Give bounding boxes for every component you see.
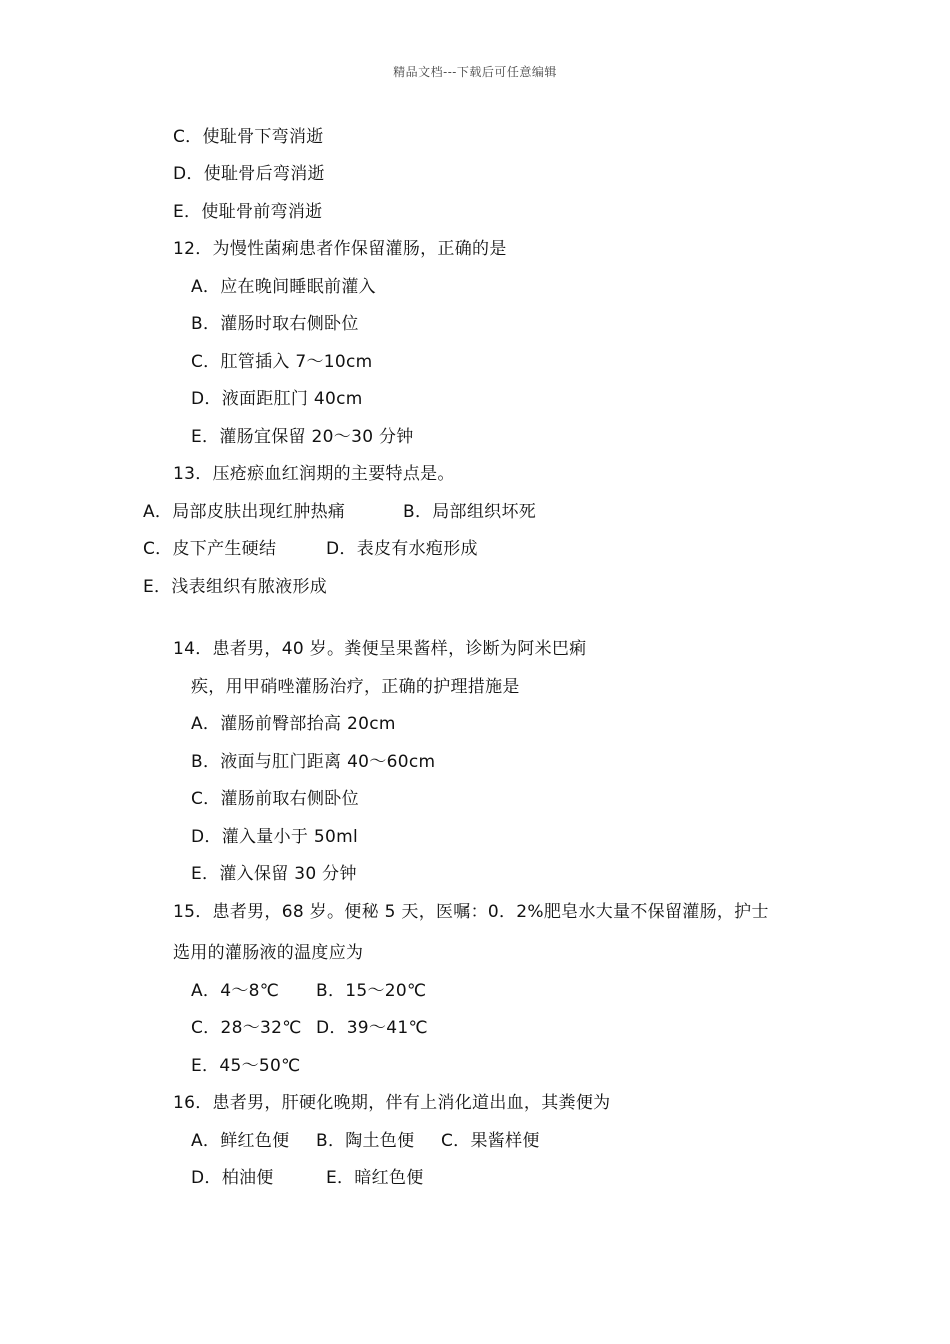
question-15-cont: 选用的灌肠液的温度应为 [173,943,364,963]
question-14: 14．患者男，40 岁。粪便呈果酱样，诊断为阿米巴痢 [173,639,587,659]
page-header: 精品文档---下载后可任意编辑 [393,65,557,79]
q12-option-a: A．应在晚间睡眠前灌入 [191,277,376,297]
q15-option-c: C．28～32℃ [191,1018,302,1038]
q14-option-d: D．灌入量小于 50ml [191,827,359,847]
q14-option-b: B．液面与肛门距离 40～60cm [191,752,436,772]
q13-option-b: B．局部组织坏死 [403,502,537,522]
q12-option-d: D．液面距肛门 40cm [191,389,363,409]
question-13: 13．压疮瘀血红润期的主要特点是。 [173,464,455,484]
q12-option-e: E．灌肠宜保留 20～30 分钟 [191,427,414,447]
q14-option-e: E．灌入保留 30 分钟 [191,864,357,884]
question-14-cont: 疾，用甲硝唑灌肠治疗，正确的护理措施是 [191,677,520,697]
q15-option-a: A．4～8℃ [191,981,280,1001]
q14-option-a: A．灌肠前臀部抬高 20cm [191,714,396,734]
q13-option-d: D．表皮有水疱形成 [326,539,478,559]
q13-option-c: C．皮下产生硬结 [143,539,277,559]
q16-option-b: B．陶土色便 [316,1131,415,1151]
q12-option-b: B．灌肠时取右侧卧位 [191,314,359,334]
option-d-text: D．使耻骨后弯消逝 [173,164,325,184]
q12-option-c: C．肛管插入 7～10cm [191,352,373,372]
option-e-text: E．使耻骨前弯消逝 [173,202,323,222]
q15-option-d: D．39～41℃ [316,1018,428,1038]
q16-option-c: C．果酱样便 [441,1131,540,1151]
question-12: 12．为慢性菌痢患者作保留灌肠，正确的是 [173,239,507,259]
q13-option-a: A．局部皮肤出现红肿热痛 [143,502,346,522]
q16-option-e: E．暗红色便 [326,1168,424,1188]
q15-option-e: E．45～50℃ [191,1056,301,1076]
option-c-text: C．使耻骨下弯消逝 [173,127,324,147]
q13-option-e: E．浅表组织有脓液形成 [143,577,328,597]
question-15: 15．患者男，68 岁。便秘 5 天，医嘱：0．2%肥皂水大量不保留灌肠，护士 [173,902,769,922]
q16-option-d: D．柏油便 [191,1168,274,1188]
q14-option-c: C．灌肠前取右侧卧位 [191,789,359,809]
q16-option-a: A．鲜红色便 [191,1131,290,1151]
question-16: 16．患者男，肝硬化晚期，伴有上消化道出血，其粪便为 [173,1093,611,1113]
q15-option-b: B．15～20℃ [316,981,427,1001]
